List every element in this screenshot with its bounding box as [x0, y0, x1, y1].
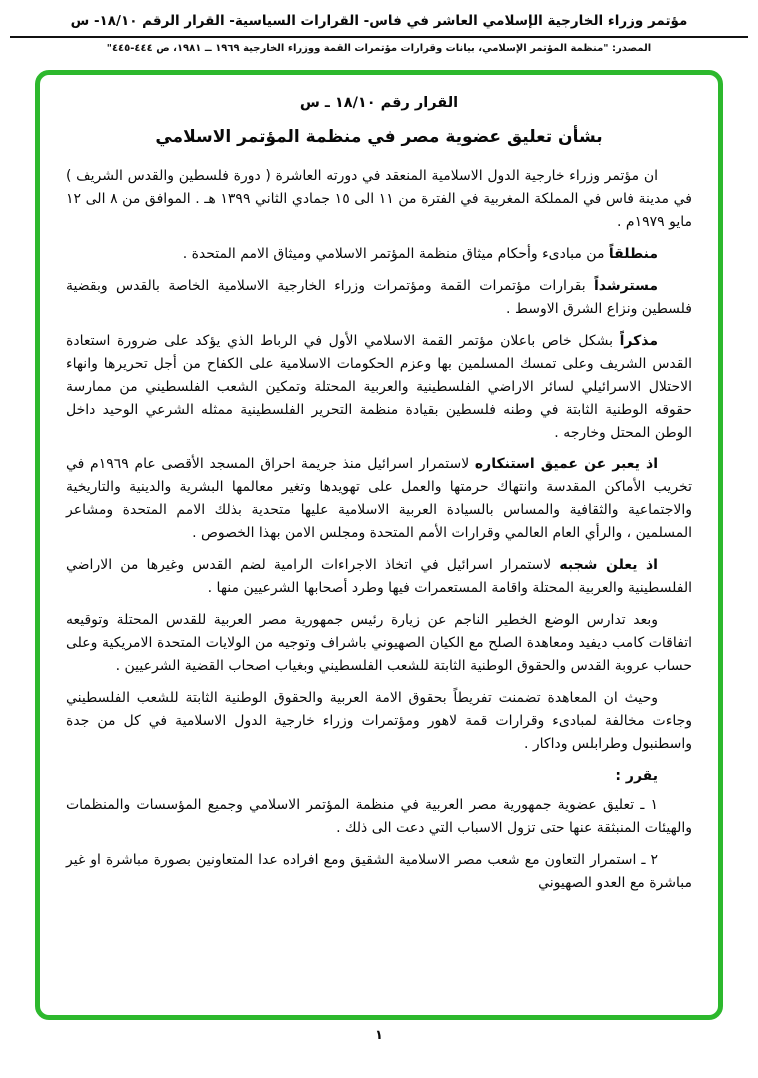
- paragraph-preamble: [66, 165, 692, 234]
- header-title: مؤتمر وزراء الخارجية الإسلامي العاشر في فاس- القرارات السياسية- القرار الرقم ١٨/١٠- س: [70, 13, 688, 29]
- paragraph-condemnation-lead: اذ يعبر عن عميق استنكاره: [474, 456, 658, 473]
- paragraph-principles-lead: منطلقاً: [608, 245, 658, 262]
- resolution-intro: [66, 765, 692, 788]
- paragraph-recalling-text: بشكل خاص باعلان مؤتمر القمة الاسلامي الأول في الرباط الذي يؤكد على ضرورة استعادة القدس الشريف وعلى تمسك المسلمين بها وعزم الحكومات الاسلامية على الكفاح من أجل تحريرها وانهاء الاحتلال الاسرائيلي لسائر الاراضي الفلسطينية والعربية المحتلة وتمكين الشعب الفلسطيني من ممارسة حقوقه الوطنية الثابتة في وطنه فلسطين بقيادة منظمة التحرير الفلسطينية ممثله الشرعي الوحيد داخل الوطن المحتل وخارجه .: [66, 332, 692, 441]
- paragraph-situation-review-text: وبعد تدارس الوضع الخطير الناجم عن زيارة رئيس جمهورية مصر العربية للقدس المحتلة وتوقيعه اتفاقات كامب ديفيد ومعاهدة الصلح مع الكيان الصهيوني باشراف وتوجيه من الولايات المتحدة الامريكية وعلى حساب عروبة القدس والحقوق الوطنية الثابتة للشعب الفلسطيني وبغياب اصحاب القضية الشرعيين .: [66, 612, 692, 675]
- paragraph-principles-text: من مبادىء وأحكام ميثاق منظمة المؤتمر الاسلامي وميثاق الامم المتحدة .: [182, 245, 609, 262]
- paragraph-condemnation: [66, 453, 692, 545]
- paragraph-recalling-lead: مذكراً: [619, 332, 658, 349]
- paragraph-denunciation-text: لاستمرار اسرائيل في اتخاذ الاجراءات الرامية لضم القدس وغيرها من الاراضي الفلسطينية والعربية المحتلة واقامة المستعمرات فيها وطرد أصحابها الشرعيين منها .: [66, 557, 692, 597]
- resolution-item-2: ٢ ـ استمرار التعاون مع شعب مصر الاسلامية الشقيق ومع افراده عدا المتعاونين بصورة مباشرة او غير مباشرة مع العدو الصهيوني: [66, 851, 692, 891]
- paragraph-situation-review: [66, 609, 692, 678]
- paragraph-whereas-text: وحيث ان المعاهدة تضمنت تفريطاً بحقوق الامة العربية والحقوق الوطنية الثابتة للشعب الفلسطيني وجاءت مخالفة لمبادىء وقرارات قمة لاهور ومؤتمرات وزراء خارجية الدول الاسلامية في كل من جدة واسطنبول وطرابلس وداكار .: [66, 690, 692, 752]
- page-footer: [0, 1028, 758, 1043]
- paragraph-preamble-text: ان مؤتمر وزراء خارجية الدول الاسلامية المنعقد في دورته العاشرة ( دورة فلسطين والقدس الشريف ) في مدينة فاس في المملكة المغربية في الفترة من ١١ الى ١٥ جمادي الثاني ١٣٩٩ هـ . الموافق من ٨ الى ١٢ مايو ١٩٧٩م .: [66, 168, 692, 230]
- paragraph-condemnation-text: لاستمرار اسرائيل منذ جريمة احراق المسجد الأقصى عام ١٩٦٩م في تخريب الأماكن المقدسة وانتهاك حرمتها والعمل على تهويدها وتغير معالمها البشرية والدينية والتاريخية والاجتماعية والثقافية والمساس بالسيادة العربية الاسلامية عليها متحدية بذلك الامم المتحدة ومشاعر المسلمين ، والرأي العام العالمي وقرارات الأمم المتحدة ومجلس الامن بهذا الخصوص .: [66, 456, 692, 542]
- paragraph-guided-by-lead: مسترشداً: [594, 277, 658, 294]
- resolution-intro-label: يقرر :: [615, 767, 658, 784]
- header-divider: [10, 36, 748, 38]
- green-frame: [35, 70, 723, 1020]
- paragraph-recalling: [66, 330, 692, 445]
- resolution-item-1: ١ ـ تعليق عضوية جمهورية مصر العربية في منظمة المؤتمر الاسلامي وجميع المؤسسات والمنظمات والهيئات المنبثقة عنها حتى تزول الاسباب التي دعت الى ذلك .: [66, 796, 692, 836]
- decision-number: القرار رقم ١٨/١٠ ـ س: [299, 95, 459, 111]
- header-source-line: المصدر: "منظمة المؤتمر الإسلامي، بيانات وقرارات مؤتمرات القمة ووزراء الخارجية ١٩٦٩ ــ ١٩٨١، ص ٤٤٤-٤٤٥": [106, 43, 652, 54]
- paragraph-guided-by-text: بقرارات مؤتمرات القمة ومؤتمرات وزراء الخارجية الاسلامية الخاصة بالقدس وبقضية فلسطين ونزاع الشرق الاوسط .: [66, 277, 692, 317]
- paragraph-whereas: [66, 687, 692, 756]
- document-header: [0, 0, 758, 54]
- paragraph-denunciation-lead: اذ يعلن شجبه: [559, 557, 658, 574]
- document-title: بشأن تعليق عضوية مصر في منظمة المؤتمر الاسلامي: [155, 127, 603, 147]
- page-number: ١: [375, 1028, 383, 1043]
- paragraph-denunciation: [66, 554, 692, 600]
- paragraph-guided-by: [66, 275, 692, 321]
- paragraph-principles: [66, 243, 692, 266]
